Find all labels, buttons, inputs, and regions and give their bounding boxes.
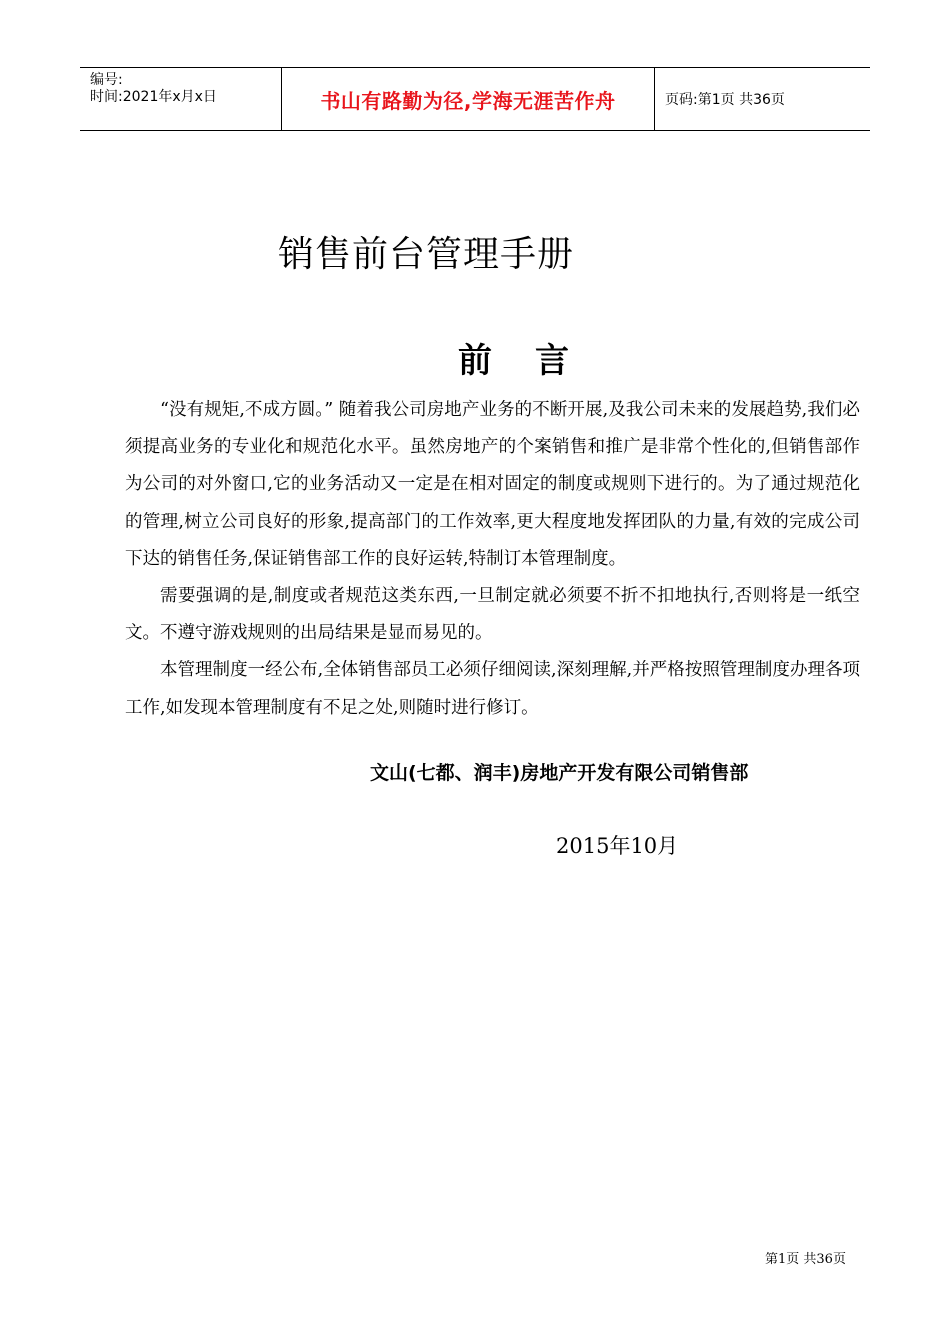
section-title-part2: 言 (535, 341, 570, 381)
signature: 文山(七都、润丰)房地产开发有限公司销售部 (370, 762, 749, 784)
document-body (125, 392, 860, 727)
section-title (458, 333, 570, 382)
header-page-info: 页码:第1页 共36页 (665, 92, 785, 108)
paragraph: 本管理制度一经公布,全体销售部员工必须仔细阅读,深刻理解,并严格按照管理制度办理各项工作,如发现本管理制度有不足之处,则随时进行修订。 (125, 660, 860, 718)
paragraph: 需要强调的是,制度或者规范这类东西,一旦制定就必须要不折不扣地执行,否则将是一纸空文。不遵守游戏规则的出局结果是显而易见的。 (125, 586, 860, 644)
document-header (80, 67, 870, 131)
footer-page-info: 第1页 共36页 (765, 1252, 846, 1267)
header-meta (80, 68, 282, 130)
header-time-label: 时间:2021年x月x日 (90, 89, 217, 105)
document-title: 销售前台管理手册 (278, 234, 575, 275)
header-number-label: 编号: (90, 72, 123, 88)
header-motto: 书山有路勤为径,学海无涯苦作舟 (282, 68, 655, 130)
section-title-part1: 前 (458, 341, 493, 381)
paragraph: “没有规矩,不成方圆。” 随着我公司房地产业务的不断开展,及我公司未来的发展趋势,我们必须提高业务的专业化和规范化水平。虽然房地产的个案销售和推广是非常个性化的,但销售部作为公司的对外窗口,它的业务活动又一定是在相对固定的制度或规则下进行的。为了通过规范化的管理,树立公司良好的形象,提高部门的工作效率,更大程度地发挥团队的力量,有效的完成公司下达的销售任务,保证销售部工作的良好运转,特制订本管理制度。 (125, 400, 860, 569)
document-date: 2015年10月 (556, 834, 679, 858)
